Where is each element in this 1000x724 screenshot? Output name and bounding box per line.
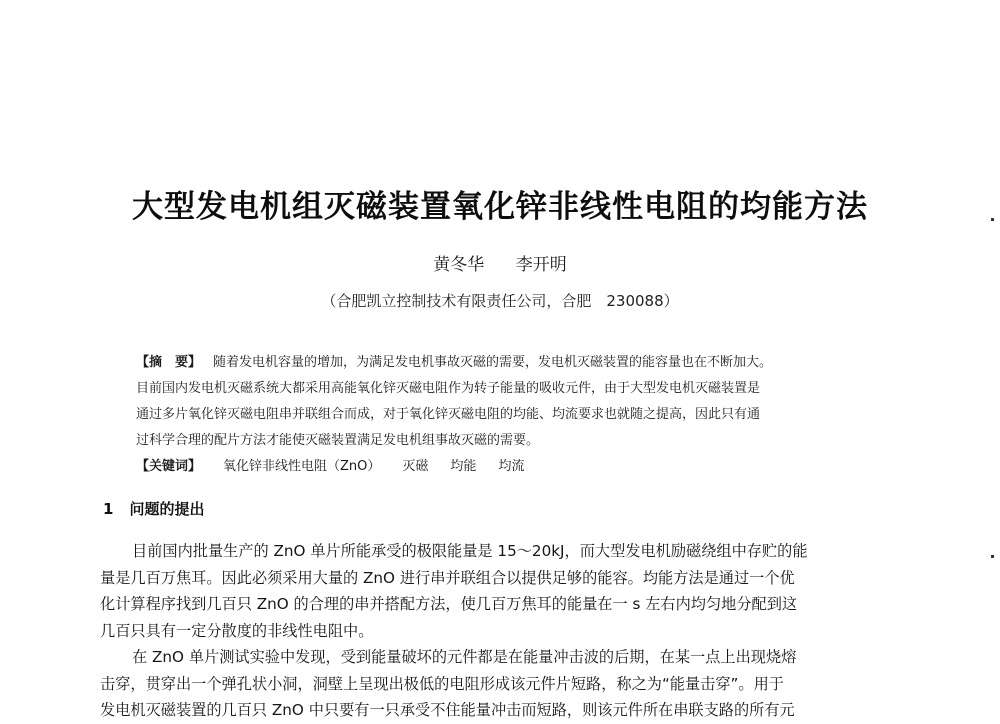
author-list: [0, 250, 1000, 275]
body-line: 量是几百万焦耳。因此必须采用大量的 ZnO 进行串并联组合以提供足够的能容。均能方法是通过一个优: [100, 568, 795, 587]
keyword: 灭磁: [402, 459, 429, 474]
abstract-line: 通过多片氧化锌灭磁电阻串并联组合而成，对于氧化锌灭磁电阻的均能、均流要求也就随之提高，因此只有通: [136, 407, 761, 422]
author-name: 黄冬华: [433, 255, 485, 275]
abstract-block: [136, 350, 880, 480]
section-heading: [103, 498, 204, 519]
abstract-line: 过科学合理的配片方法才能使灭磁装置满足发电机组事故灭磁的需要。: [136, 433, 540, 448]
scan-speck: [991, 555, 994, 558]
scan-speck: [991, 218, 994, 221]
abstract-label: 【摘 要】: [136, 355, 202, 370]
keywords-label: 【关键词】: [136, 459, 202, 474]
body-line: 化计算程序找到几百只 ZnO 的合理的串并搭配方法，使几百万焦耳的能量在一 s 左右内均匀地分配到这: [100, 595, 798, 613]
affiliation: （合肥凯立控制技术有限责任公司，合肥 230088）: [321, 292, 679, 310]
keyword: 均能: [450, 459, 477, 474]
abstract-line: [136, 350, 880, 376]
section-number: 1: [103, 500, 114, 518]
body-paragraphs: [100, 538, 910, 724]
keyword: 氧化锌非线性电阻（ZnO）: [223, 459, 381, 474]
keywords-line: [136, 454, 880, 480]
abstract-line: 目前国内发电机灭磁系统大都采用高能氧化锌灭磁电阻作为转子能量的吸收元件，由于大型发电机灭磁装置是: [136, 381, 761, 396]
body-line: 几百只具有一定分散度的非线性电阻中。: [100, 621, 374, 640]
body-line: 在 ZnO 单片测试实验中发现，受到能量破坏的元件都是在能量冲击波的后期，在某一点上出现烧熔: [132, 648, 797, 666]
body-line: 目前国内批量生产的 ZnO 单片所能承受的极限能量是 15～20kJ，而大型发电机励磁绕组中存贮的能: [132, 542, 808, 560]
keyword: 均流: [498, 459, 525, 474]
body-line: 击穿，贯穿出一个弹孔状小洞，洞壁上呈现出极低的电阻形成该元件片短路，称之为“能量击穿”。用于: [100, 674, 784, 693]
section-title: 问题的提出: [129, 500, 205, 518]
abstract-text: 随着发电机容量的增加，为满足发电机事故灭磁的需要，发电机灭磁装置的能容量也在不断加大。: [213, 355, 773, 370]
paper-title: 大型发电机组灭磁装置氧化锌非线性电阻的均能方法: [132, 189, 868, 225]
body-line: 发电机灭磁装置的几百只 ZnO 中只要有一只承受不住能量冲击而短路，则该元件所在串联支路的所有元: [100, 701, 795, 719]
author-name: 李开明: [515, 255, 567, 275]
